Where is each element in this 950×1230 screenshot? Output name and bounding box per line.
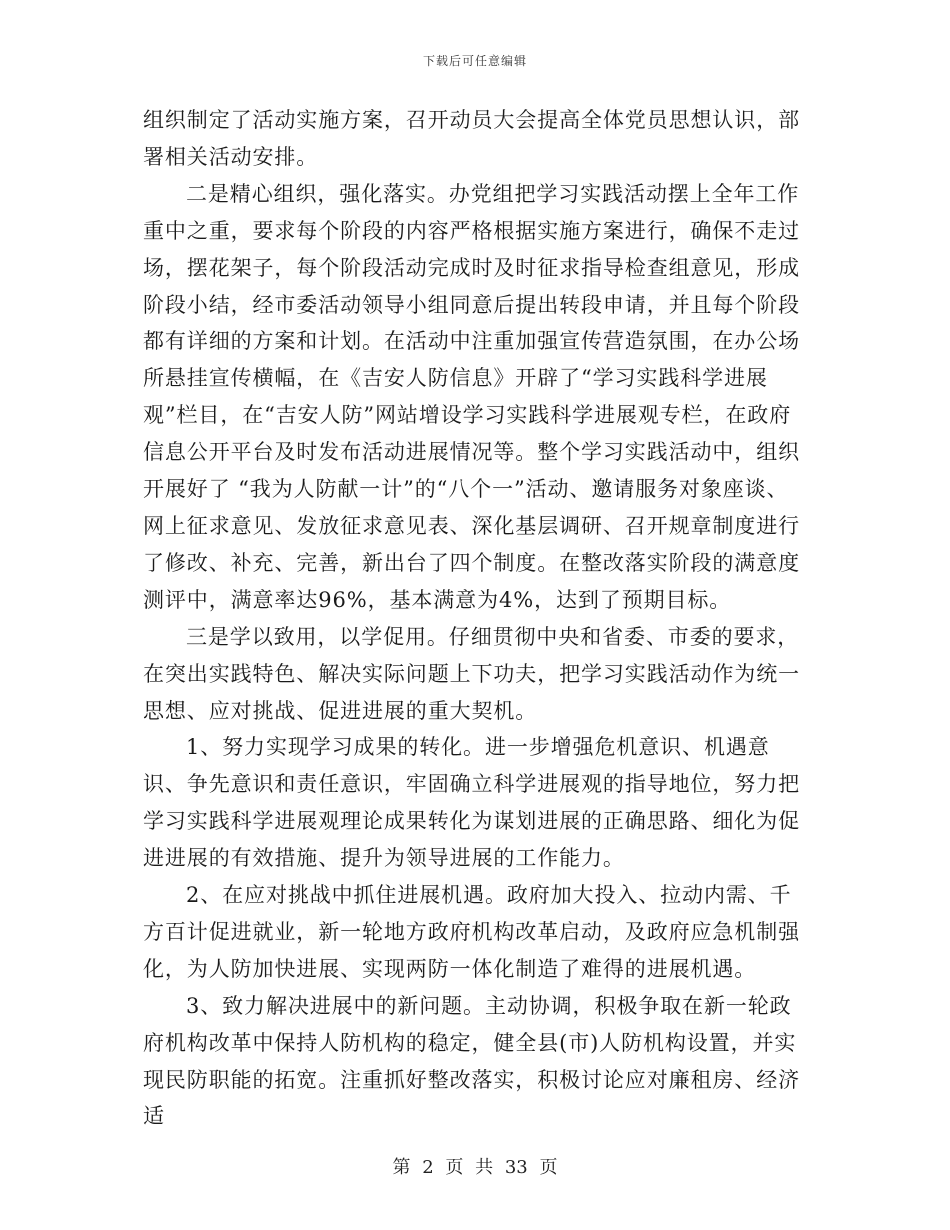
paragraph-item-1: 1、努力实现学习成果的转化。进一步增强危机意识、机遇意识、争先意识和责任意识，牢固确立科学进展观的指导地位，努力把学习实践科学进展观理论成果转化为谋划进展的正确思路、细化为促进进展的有效措施、提升为领导进展的工作能力。 [143,735,800,871]
page-header: 下载后可任意编辑 [422,54,527,68]
paragraph-item-3: 3、致力解决进展中的新问题。主动协调，积极争取在新一轮政府机构改革中保持人防机构的稳定，健全县(市)人防机构设置，并实现民防职能的拓宽。注重抓好整改落实，积极讨论应对廉租房、经济适 [143,993,800,1129]
paragraph-point-three: 三是学以致用，以学促用。仔细贯彻中央和省委、市委的要求，在突出实践特色、解决实际问题上下功夫，把学习实践活动作为统一思想、应对挑战、促进进展的重大契机。 [143,624,800,723]
paragraph-point-two: 二是精心组织，强化落实。办党组把学习实践活动摆上全年工作重中之重，要求每个阶段的内容严格根据实施方案进行，确保不走过场，摆花架子，每个阶段活动完成时及时征求指导检查组意见，形成阶段小结，经市委活动领导小组同意后提出转段申请，并且每个阶段都有详细的方案和计划。在活动中注重加强宣传营造氛围，在办公场所悬挂宣传横幅，在《吉安人防信息》开辟了“学习实践科学进展观”栏目，在“吉安人防”网站增设学习实践科学进展观专栏，在政府信息公开平台及时发布活动进展情况等。整个学习实践活动中，组织开展好了 “我为人防献一计”的“八个一”活动、邀请服务对象座谈、网上征求意见、发放征求意见表、深化基层调研、召开规章制度进行了修改、补充、完善，新出台了四个制度。在整改落实阶段的满意度测评中，满意率达96%，基本满意为4%，达到了预期目标。 [143,181,800,612]
page-footer-page-number: 第 2 页 共 33 页 [392,1157,558,1178]
paragraph-continuation: 组织制定了活动实施方案，召开动员大会提高全体党员思想认识，部署相关活动安排。 [143,108,800,169]
document-body [143,102,808,1135]
paragraph-item-2: 2、在应对挑战中抓住进展机遇。政府加大投入、拉动内需、千方百计促进就业，新一轮地方政府机构改革启动，及政府应急机制强化，为人防加快进展、实现两防一体化制造了难得的进展机遇。 [143,883,800,981]
